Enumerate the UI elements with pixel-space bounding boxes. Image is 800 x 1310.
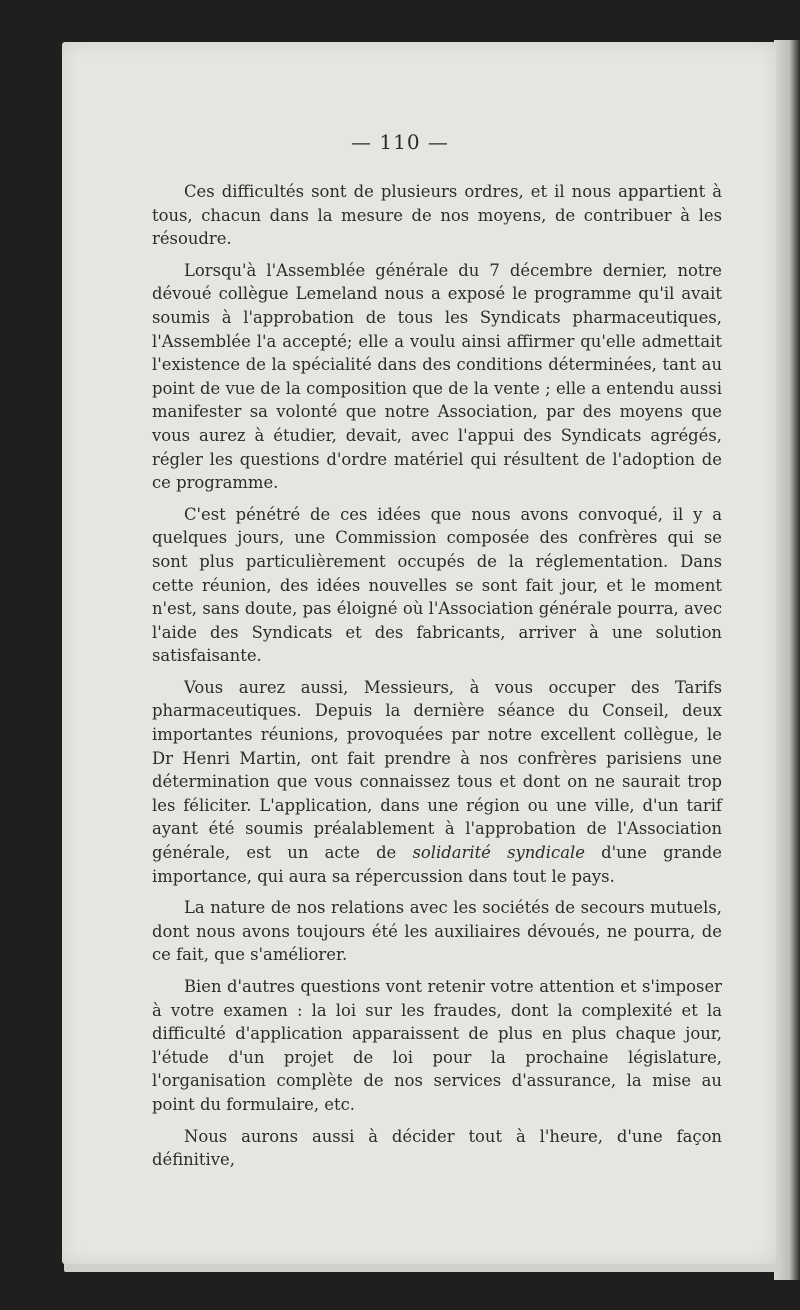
paragraph-4-text-after: d'une grande importance, qui aura sa répercussion dans tout le pays.: [152, 843, 722, 886]
paragraph-4-italic-phrase: solidarité syndicale: [412, 843, 585, 863]
paragraph-6: Bien d'autres questions vont retenir votre attention et s'imposer à votre examen : la loi sur les fraudes, dont la complexité et la difficulté d'application apparaissent de plus en plus chaque jour, l'étude d'un projet de loi pour la prochaine législature, l'organisation complète de nos services d'assurance, la mise au point du formulaire, etc.: [152, 977, 722, 1114]
book-edge: [774, 40, 800, 1280]
paragraph-7: Nous aurons aussi à décider tout à l'heure, d'une façon définitive,: [152, 1126, 722, 1170]
page-number: — 110 —: [351, 130, 449, 154]
paragraph-5: La nature de nos relations avec les sociétés de secours mutuels, dont nous avons toujours été les auxiliaires dévoués, ne pourra, de ce fait, que s'améliorer.: [152, 898, 722, 965]
paragraph-3: C'est pénétré de ces idées que nous avons convoqué, il y a quelques jours, une Commission composée des confrères qui se sont plus particulièrement occupés de la réglementation. Dans cette réunion, des idées nouvelles se sont fait jour, et le moment n'est, sans doute, pas éloigné où l'Association générale pourra, avec l'aide des Syndicats et des fabricants, arriver à une solution satisfaisante.: [152, 504, 722, 666]
body-text: [152, 180, 722, 1180]
paragraph-4-text-before: Vous aurez aussi, Messieurs, à vous occuper des Tarifs pharmaceutiques. Depuis la dernière séance du Conseil, deux importantes réunions, provoquées par notre excellent collègue, le Dr Henri Martin, ont fait prendre à nos confrères parisiens une détermination que vous connaissez tous et dont on ne saurait trop les féliciter. L'application, dans une région ou une ville, d'un tarif ayant été soumis préalablement à l'approbation de l'Association générale, est un acte de: [152, 677, 722, 863]
paragraph-2: Lorsqu'à l'Assemblée générale du 7 décembre dernier, notre dévoué collègue Lemeland nous a exposé le programme qu'il avait soumis à l'approbation de tous les Syndicats pharmaceutiques, l'Assemblée l'a accepté; elle a voulu ainsi affirmer qu'elle admettait l'existence de la spécialité dans des conditions déterminées, tant au point de vue de la composition que de la vente ; elle a entendu aussi manifester sa volonté que notre Association, par des moyens que vous aurez à étudier, devait, avec l'appui des Syndicats agrégés, régler les questions d'ordre matériel qui résultent de l'adoption de ce programme.: [152, 260, 722, 493]
paragraph-4-tarifs: [152, 676, 722, 888]
paragraph-1: Ces difficultés sont de plusieurs ordres, et il nous appartient à tous, chacun dans la mesure de nos moyens, de contribuer à les résoudre.: [152, 182, 722, 249]
